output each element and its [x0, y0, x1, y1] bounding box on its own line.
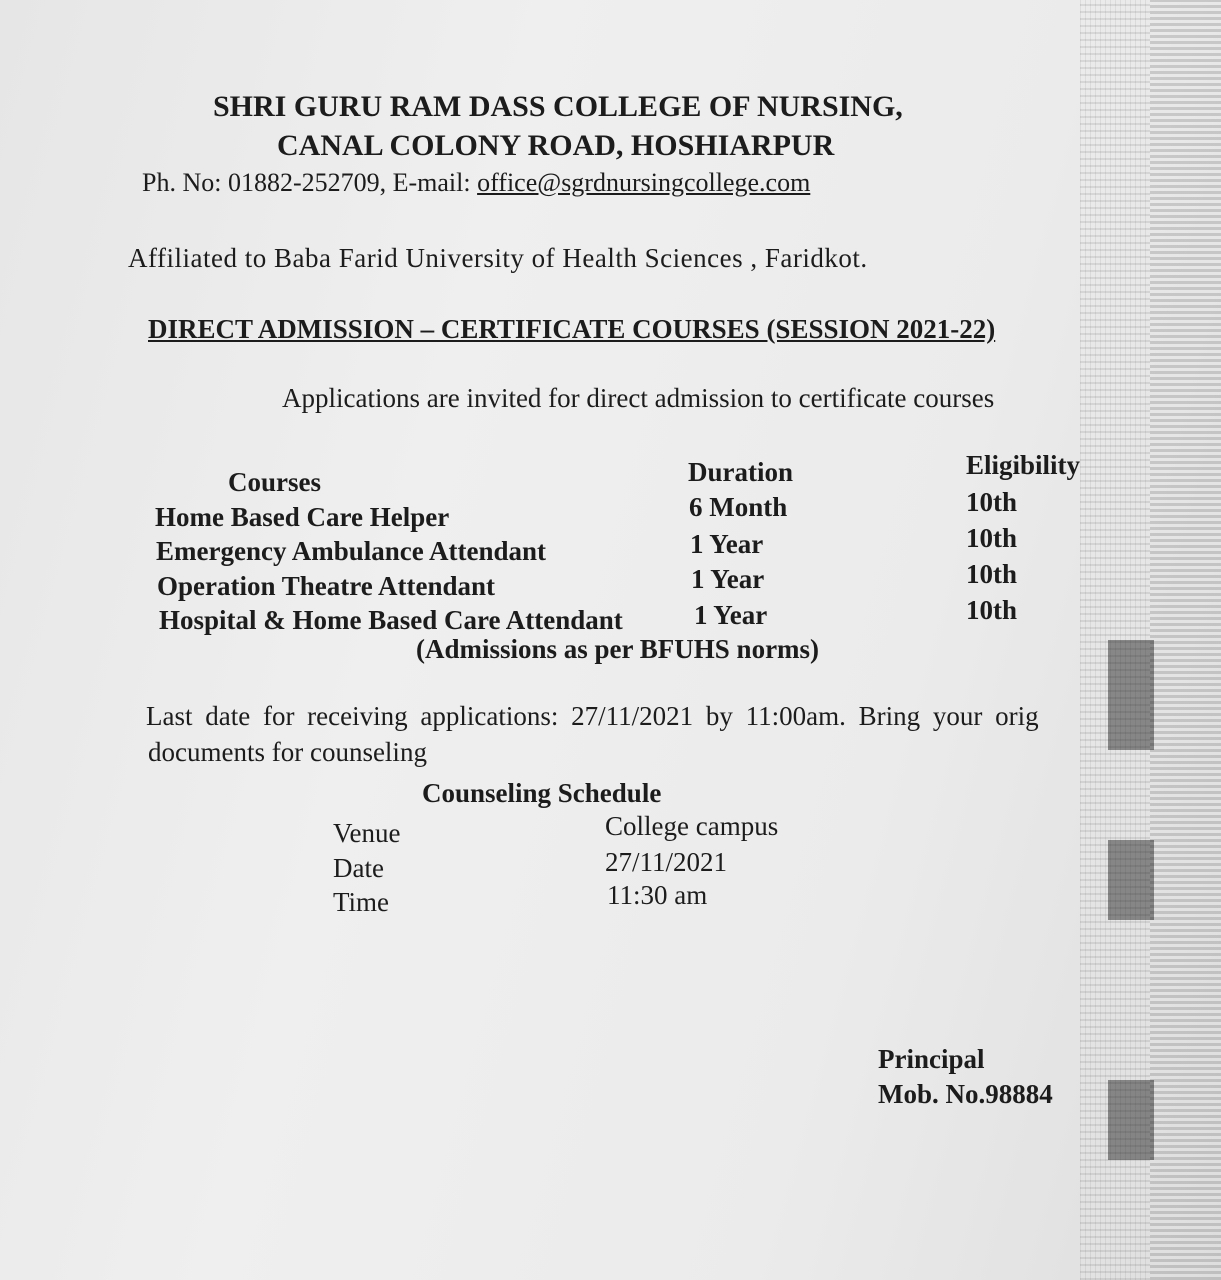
header-eligibility: Eligibility	[966, 450, 1081, 480]
course-duration: 1 Year	[691, 564, 765, 594]
last-date-line: Last date for receiving applications: 27/11/2021 by 11:00am. Bring your orig	[146, 701, 1039, 731]
course-eligibility: 10th	[966, 487, 1018, 517]
course-duration: 6 Month	[689, 492, 788, 522]
notice-intro: Applications are invited for direct admission to certificate courses	[282, 383, 995, 413]
schedule-value: 11:30 am	[607, 880, 708, 910]
schedule-label: Venue	[333, 818, 401, 848]
course-eligibility: 10th	[966, 559, 1018, 589]
college-name: SHRI GURU RAM DASS COLLEGE OF NURSING,	[213, 90, 903, 123]
scan-noise	[1108, 1080, 1154, 1160]
notice-heading: DIRECT ADMISSION – CERTIFICATE COURSES (SESSION 2021-22)	[148, 314, 996, 344]
course-eligibility: 10th	[966, 595, 1018, 625]
schedule-value: College campus	[605, 811, 779, 841]
header-courses: Courses	[228, 467, 321, 497]
course-name: Operation Theatre Attendant	[157, 571, 496, 601]
phone-number: Ph. No: 01882-252709, E-mail:	[142, 168, 478, 197]
signatory-title: Principal	[878, 1044, 985, 1074]
course-name: Emergency Ambulance Attendant	[156, 536, 546, 566]
affiliation: Affiliated to Baba Farid University of Health Sciences , Faridkot.	[128, 243, 868, 273]
course-name: Hospital & Home Based Care Attendant	[159, 605, 623, 635]
scan-noise	[1150, 0, 1221, 1280]
header-duration: Duration	[688, 457, 794, 487]
course-duration: 1 Year	[694, 600, 768, 630]
college-address: CANAL COLONY ROAD, HOSHIARPUR	[277, 129, 835, 162]
schedule-value: 27/11/2021	[605, 847, 728, 877]
last-date-line-2: documents for counseling	[148, 737, 427, 767]
admission-note: (Admissions as per BFUHS norms)	[416, 634, 820, 664]
course-eligibility: 10th	[966, 523, 1018, 553]
course-name: Home Based Care Helper	[155, 502, 450, 532]
scan-noise	[1108, 840, 1154, 920]
scan-noise	[1108, 640, 1154, 750]
course-duration: 1 Year	[690, 529, 764, 559]
schedule-label: Date	[333, 853, 384, 883]
signatory-mobile: Mob. No.98884	[878, 1079, 1053, 1109]
email-link[interactable]: office@sgrdnursingcollege.com	[477, 168, 811, 197]
schedule-label: Time	[333, 887, 390, 917]
contact-line	[142, 170, 810, 196]
counseling-title: Counseling Schedule	[422, 778, 662, 808]
